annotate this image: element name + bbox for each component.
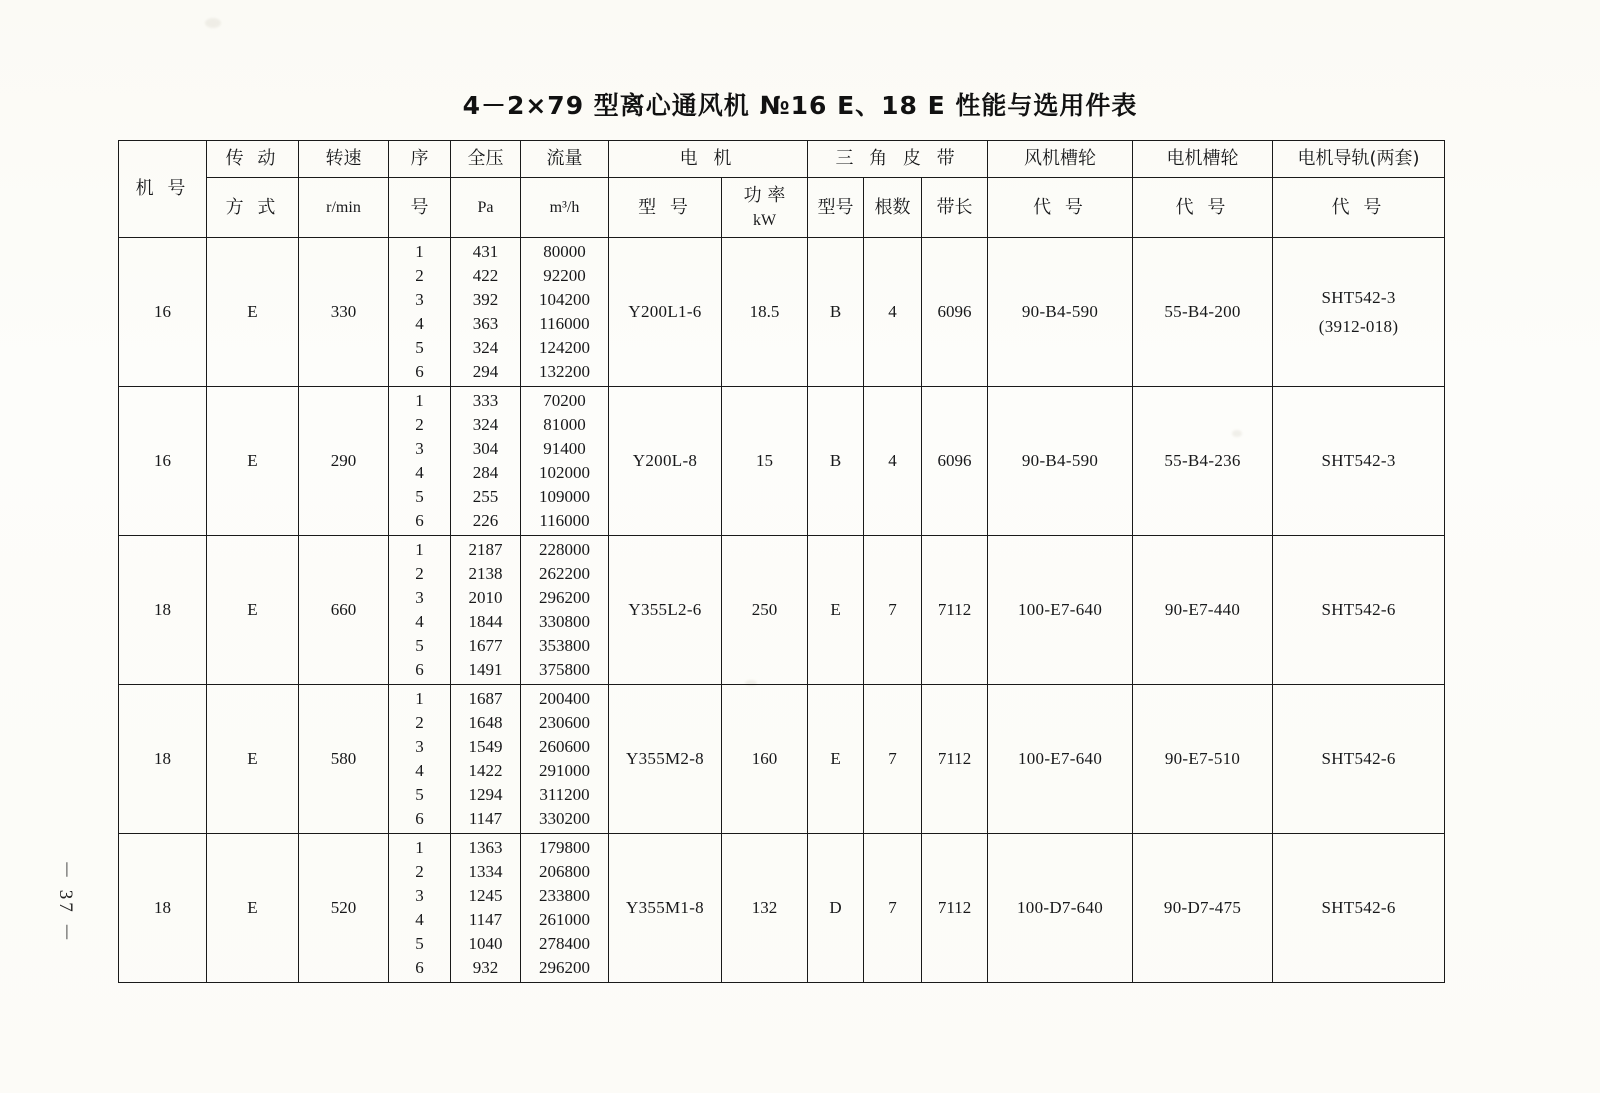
cell-seq-list: 1 2 3 4 5 6 (389, 387, 451, 536)
cell-motor-pulley-code: 90-E7-440 (1133, 536, 1273, 685)
cell-belt-type: B (808, 238, 864, 387)
header-flow-unit: m³/h (521, 178, 609, 238)
table-row (119, 238, 1445, 387)
cell-drive-mode: E (207, 834, 299, 983)
cell-belt-length: 7112 (922, 834, 988, 983)
cell-belt-type: D (808, 834, 864, 983)
cell-seq-list: 1 2 3 4 5 6 (389, 685, 451, 834)
header-belt-length: 带长 (922, 178, 988, 238)
cell-belt-count: 7 (864, 685, 922, 834)
header-drive-mode-line1: 传 动 (207, 141, 299, 178)
header-motor-model: 型 号 (609, 178, 722, 238)
cell-fan-pulley-code: 90-B4-590 (988, 387, 1133, 536)
cell-motor-power: 15 (722, 387, 808, 536)
cell-fan-pulley-code: 100-E7-640 (988, 685, 1133, 834)
header-motor-pulley: 电机槽轮 (1133, 141, 1273, 178)
cell-motor-power: 18.5 (722, 238, 808, 387)
cell-pressure-list: 2187 2138 2010 1844 1677 1491 (451, 536, 521, 685)
cell-speed: 290 (299, 387, 389, 536)
cell-speed: 520 (299, 834, 389, 983)
header-belt-type: 型号 (808, 178, 864, 238)
cell-motor-pulley-code: 55-B4-236 (1133, 387, 1273, 536)
cell-fan-pulley-code: 90-B4-590 (988, 238, 1133, 387)
cell-fan-pulley-code: 100-D7-640 (988, 834, 1133, 983)
table-row (119, 685, 1445, 834)
cell-motor-rail-code: SHT542-3 (3912-018) (1273, 238, 1445, 387)
header-speed-unit: r/min (299, 178, 389, 238)
header-machine-no: 机 号 (119, 141, 207, 238)
header-drive-mode-line2: 方 式 (207, 178, 299, 238)
cell-motor-pulley-code: 90-E7-510 (1133, 685, 1273, 834)
cell-drive-mode: E (207, 238, 299, 387)
header-speed-line1: 转速 (299, 141, 389, 178)
header-seq-line2: 号 (389, 178, 451, 238)
cell-flow-list: 80000 92200 104200 116000 124200 132200 (521, 238, 609, 387)
cell-motor-model: Y355M2-8 (609, 685, 722, 834)
page-title: 4－2×79 型离心通风机 №16 E、18 E 性能与选用件表 (462, 91, 1138, 120)
cell-motor-power: 250 (722, 536, 808, 685)
table-header-row-1 (119, 141, 1445, 178)
cell-motor-pulley-code: 90-D7-475 (1133, 834, 1273, 983)
cell-belt-type: B (808, 387, 864, 536)
header-belt-group: 三 角 皮 带 (808, 141, 988, 178)
cell-motor-model: Y200L1-6 (609, 238, 722, 387)
header-motor-rail-code: 代 号 (1273, 178, 1445, 238)
cell-motor-pulley-code: 55-B4-200 (1133, 238, 1273, 387)
header-motor-power: 功 率 kW (722, 178, 808, 238)
table-row (119, 387, 1445, 536)
cell-belt-type: E (808, 685, 864, 834)
cell-pressure-list: 1363 1334 1245 1147 1040 932 (451, 834, 521, 983)
cell-belt-count: 7 (864, 834, 922, 983)
header-motor-rail: 电机导轨(两套) (1273, 141, 1445, 178)
header-pressure-line1: 全压 (451, 141, 521, 178)
cell-belt-type: E (808, 536, 864, 685)
cell-pressure-list: 431 422 392 363 324 294 (451, 238, 521, 387)
header-fan-pulley-code: 代 号 (988, 178, 1133, 238)
cell-belt-count: 4 (864, 238, 922, 387)
cell-seq-list: 1 2 3 4 5 6 (389, 834, 451, 983)
cell-drive-mode: E (207, 387, 299, 536)
cell-motor-rail-code: SHT542-6 (1273, 685, 1445, 834)
cell-belt-count: 7 (864, 536, 922, 685)
cell-speed: 330 (299, 238, 389, 387)
cell-speed: 580 (299, 685, 389, 834)
cell-flow-list: 179800 206800 233800 261000 278400 296200 (521, 834, 609, 983)
table-header-row-2 (119, 178, 1445, 238)
performance-table (118, 140, 1445, 983)
cell-motor-model: Y200L-8 (609, 387, 722, 536)
cell-pressure-list: 1687 1648 1549 1422 1294 1147 (451, 685, 521, 834)
cell-belt-length: 6096 (922, 387, 988, 536)
cell-motor-rail-code: SHT542-6 (1273, 536, 1445, 685)
cell-belt-count: 4 (864, 387, 922, 536)
table-row (119, 834, 1445, 983)
cell-pressure-list: 333 324 304 284 255 226 (451, 387, 521, 536)
header-flow-line1: 流量 (521, 141, 609, 178)
cell-seq-list: 1 2 3 4 5 6 (389, 536, 451, 685)
cell-drive-mode: E (207, 536, 299, 685)
cell-motor-model: Y355M1-8 (609, 834, 722, 983)
cell-belt-length: 6096 (922, 238, 988, 387)
cell-machine-no: 16 (119, 387, 207, 536)
cell-flow-list: 70200 81000 91400 102000 109000 116000 (521, 387, 609, 536)
header-motor-pulley-code: 代 号 (1133, 178, 1273, 238)
cell-motor-model: Y355L2-6 (609, 536, 722, 685)
cell-motor-rail-code: SHT542-3 (1273, 387, 1445, 536)
cell-drive-mode: E (207, 685, 299, 834)
cell-machine-no: 16 (119, 238, 207, 387)
header-motor-group: 电 机 (609, 141, 808, 178)
header-seq-line1: 序 (389, 141, 451, 178)
cell-machine-no: 18 (119, 536, 207, 685)
cell-machine-no: 18 (119, 685, 207, 834)
cell-belt-length: 7112 (922, 536, 988, 685)
page-number: － 37 － (55, 860, 76, 945)
header-belt-count: 根数 (864, 178, 922, 238)
table-row (119, 536, 1445, 685)
scan-blemish (205, 18, 221, 28)
cell-seq-list: 1 2 3 4 5 6 (389, 238, 451, 387)
cell-fan-pulley-code: 100-E7-640 (988, 536, 1133, 685)
cell-belt-length: 7112 (922, 685, 988, 834)
header-pressure-unit: Pa (451, 178, 521, 238)
cell-motor-power: 160 (722, 685, 808, 834)
cell-flow-list: 200400 230600 260600 291000 311200 330200 (521, 685, 609, 834)
cell-speed: 660 (299, 536, 389, 685)
header-fan-pulley: 风机槽轮 (988, 141, 1133, 178)
cell-machine-no: 18 (119, 834, 207, 983)
cell-motor-power: 132 (722, 834, 808, 983)
cell-flow-list: 228000 262200 296200 330800 353800 375800 (521, 536, 609, 685)
cell-motor-rail-code: SHT542-6 (1273, 834, 1445, 983)
